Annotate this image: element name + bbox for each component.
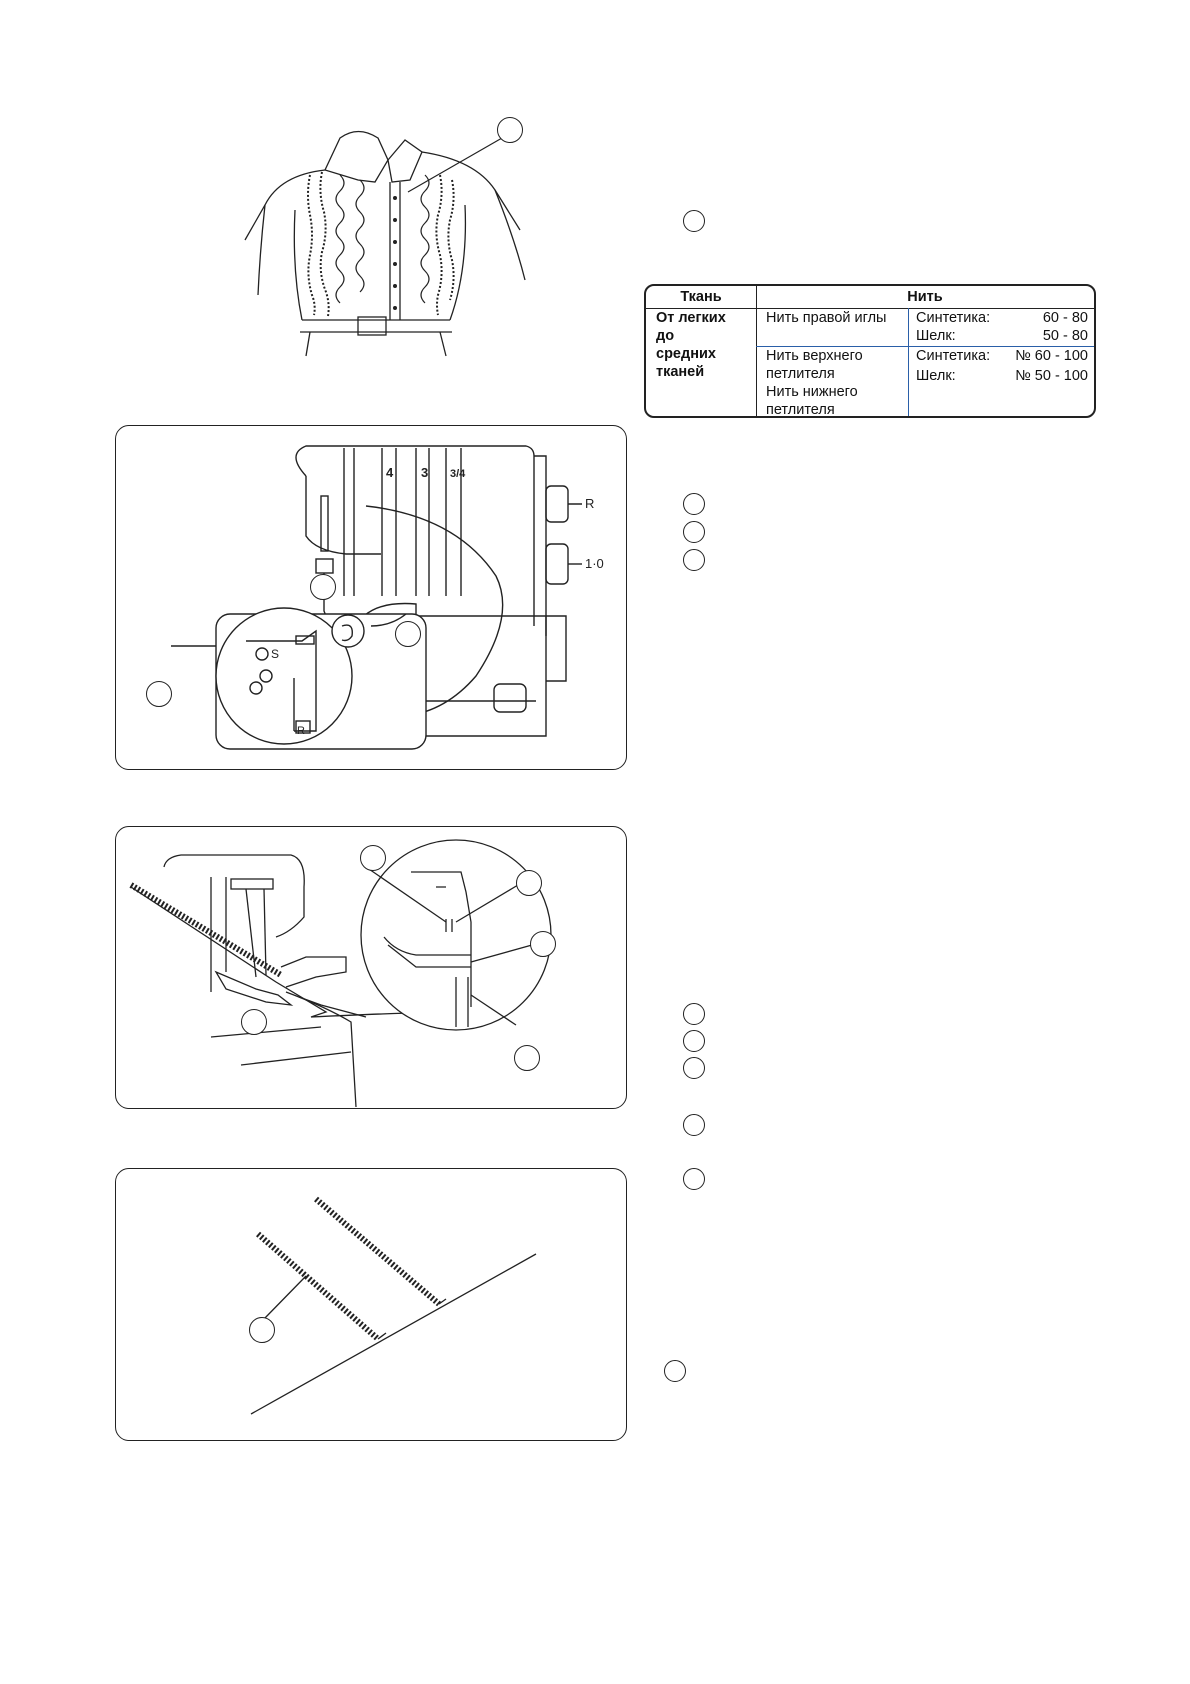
table-header bbox=[646, 286, 1094, 309]
callout-circle bbox=[683, 493, 705, 515]
callout-circle bbox=[241, 1009, 267, 1035]
spec-label: Синтетика: bbox=[916, 348, 991, 364]
blouse-drawing bbox=[240, 120, 570, 360]
thread-position-4: 4 bbox=[386, 465, 394, 480]
spec-cell bbox=[916, 347, 1088, 385]
machine-drawing bbox=[116, 426, 627, 770]
callout-circle bbox=[683, 521, 705, 543]
presser-foot-panel bbox=[115, 826, 627, 1109]
callout-circle bbox=[683, 1003, 705, 1025]
thread-line: Нить правой иглы bbox=[766, 310, 887, 326]
table-divider bbox=[908, 308, 909, 416]
callout-circle bbox=[514, 1045, 540, 1071]
callout-circle bbox=[249, 1317, 275, 1343]
thread-cell bbox=[766, 309, 906, 327]
pintuck-drawing bbox=[116, 1169, 627, 1441]
callout-circle bbox=[683, 1057, 705, 1079]
table-divider bbox=[756, 286, 757, 416]
fabric-line: до bbox=[656, 328, 675, 344]
plate-label-s: S bbox=[271, 647, 280, 661]
callout-circle bbox=[146, 681, 172, 707]
thread-position-3-4: 3/4 bbox=[450, 468, 466, 480]
callout-circle bbox=[683, 549, 705, 571]
thread-position-3: 3 bbox=[421, 465, 429, 480]
spec-line bbox=[916, 309, 1088, 327]
thread-table bbox=[644, 284, 1096, 418]
spec-label: Синтетика: bbox=[916, 310, 991, 326]
callout-circle bbox=[683, 1030, 705, 1052]
thread-line: Нить нижнего bbox=[766, 384, 858, 400]
fabric-line: тканей bbox=[656, 364, 705, 380]
callout-circle bbox=[683, 1114, 705, 1136]
thread-line: петлителя bbox=[766, 402, 835, 418]
callout-circle bbox=[310, 574, 336, 600]
callout-circle bbox=[360, 845, 386, 871]
thread-cell bbox=[766, 347, 906, 418]
header-fabric: Ткань bbox=[680, 289, 722, 305]
spec-line bbox=[916, 367, 1088, 385]
spec-line bbox=[916, 347, 1088, 367]
spec-line bbox=[916, 327, 1088, 345]
spec-value: № 60 - 100 bbox=[1015, 348, 1088, 364]
callout-circle bbox=[683, 1168, 705, 1190]
callout-circle bbox=[497, 117, 523, 143]
plate-label-r: R bbox=[297, 725, 305, 737]
dial-label-length: 1·0 bbox=[585, 556, 604, 571]
spec-label: Шелк: bbox=[916, 368, 956, 384]
pintuck-panel bbox=[115, 1168, 627, 1441]
callout-circle bbox=[395, 621, 421, 647]
fabric-line: От легких bbox=[656, 310, 726, 326]
spec-value: 60 - 80 bbox=[1042, 310, 1088, 326]
callout-circle bbox=[516, 870, 542, 896]
spec-value: № 50 - 100 bbox=[1015, 368, 1088, 384]
spec-label: Шелк: bbox=[916, 328, 956, 344]
header-thread: Нить bbox=[907, 289, 943, 305]
callout-circle bbox=[664, 1360, 686, 1382]
spec-cell bbox=[916, 309, 1088, 345]
callout-circle bbox=[683, 210, 705, 232]
fabric-line: средних bbox=[656, 346, 716, 362]
blouse-illustration bbox=[240, 120, 570, 360]
machine-panel bbox=[115, 425, 627, 770]
dial-label-r: R bbox=[585, 496, 595, 511]
thread-line: петлителя bbox=[766, 366, 835, 382]
callout-circle bbox=[530, 931, 556, 957]
spec-value: 50 - 80 bbox=[1042, 328, 1088, 344]
fabric-cell bbox=[656, 309, 752, 381]
thread-line: Нить верхнего bbox=[766, 348, 863, 364]
